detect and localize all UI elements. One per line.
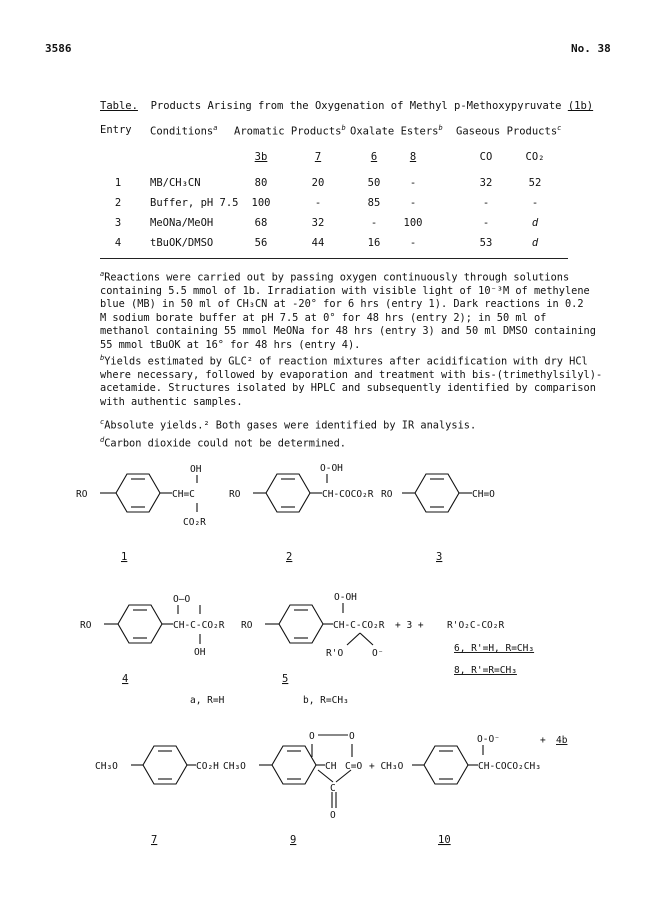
subheader-co2: CO₂ — [525, 151, 545, 163]
compound-number-9: 9 — [290, 834, 297, 846]
benzene-ring-4 — [118, 605, 162, 643]
benzene-ring-9 — [272, 746, 316, 784]
table-title: Products Arising from the Oxygenation of Methyl p-Methoxypyruvate — [150, 100, 562, 112]
benzene-ring-7 — [143, 746, 187, 784]
oxalate-6: 6, R'=H, R=CH₃ — [454, 643, 535, 654]
footnote-b: $^b$Yields estimated by GLC² of reaction mixtures after acidification with dry HCl where necessary, followed by evaporation and treatment with bis-(trimethylsilyl)- acetamide. Structures isolated by HPLC and subsequently identified by comparison with authentic samples. — [100, 354, 603, 408]
subheader-co: CO — [479, 151, 493, 163]
s9-o-right: O — [349, 731, 355, 742]
s5-plus3: + 3 + — [395, 620, 424, 631]
benzene-ring-5 — [279, 605, 323, 643]
s4-chain: CH-C-CO₂R — [173, 620, 225, 631]
s2-chain: CH-COCO₂R — [322, 489, 374, 500]
benzene-ring-2 — [266, 474, 310, 512]
s9-ch3o: CH₃O — [223, 761, 246, 772]
footnote-a: $^a$Reactions were carried out by passing oxygen continuously through solutions containing 5.5 mmol of 1b. Irradiation with visible light of 10⁻³M of methylene blue (MB) in 50 ml of CH₃CN at -20° for 6 hrs (entry 1). Dark reactions in 0.2 M sodium borate buffer at pH 7.5 at 0° for 48 hrs (entry 2); in 50 ml of methanol containing 55 mmol MeONa for 48 hrs (entry 3) and 50 ml DMSO containing 55 mmol tBuOK at 16° for 48 hrs (entry 4). — [100, 270, 596, 351]
compound-number-1: 1 — [121, 551, 128, 563]
s9-o-left: O — [309, 731, 315, 742]
s10-oo: O-O⁻ — [477, 734, 500, 745]
s7-chain: CO₂H — [196, 761, 219, 772]
s1-ro: RO — [76, 489, 88, 500]
s10-tail-ref: 4b — [556, 735, 568, 746]
oxalate-formula: R'O₂C-CO₂R — [447, 620, 505, 631]
header-entry: Entry — [100, 124, 132, 136]
subheader-7: 7 — [314, 151, 322, 163]
s4-ro: RO — [80, 620, 92, 631]
s1-oh: OH — [190, 464, 202, 475]
header-conditions: Conditions$^a$ — [150, 124, 218, 138]
s9-ch: CH — [325, 761, 337, 772]
compound-number-4: 4 — [122, 673, 129, 685]
s4-oo: O—O — [173, 594, 191, 605]
benzene-ring-3 — [415, 474, 459, 512]
compound-number-5: 5 — [282, 673, 289, 685]
s1-co2r: CO₂R — [183, 517, 206, 528]
s1-chain: CH=C — [172, 489, 195, 500]
benzene-ring-1 — [116, 474, 160, 512]
s5-ooh: O-OH — [334, 592, 357, 603]
table-title-compound: (1b) — [567, 100, 594, 112]
variant-b: b, R=CH₃ — [303, 695, 349, 706]
subheader-6: 6 — [370, 151, 378, 163]
header-aromatic: Aromatic Products$^b$ — [234, 124, 346, 138]
compound-number-2: 2 — [286, 551, 293, 563]
s5-ominus: O⁻ — [372, 648, 384, 659]
s9-c: C — [330, 783, 336, 794]
page-number: 3586 — [45, 42, 72, 55]
journal-issue: No. 38 — [571, 42, 611, 55]
s10-chain: CH-COCO₂CH₃ — [478, 761, 541, 772]
benzene-ring-10 — [424, 746, 468, 784]
s3-chain: CH=O — [472, 489, 495, 500]
s3-ro: RO — [381, 489, 393, 500]
s2-ooh: O-OH — [320, 463, 343, 474]
table-label: Table. — [100, 100, 138, 112]
s5-ro: RO — [241, 620, 253, 631]
s4-oh: OH — [194, 647, 206, 658]
footnote-d: $^d$Carbon dioxide could not be determined. — [100, 436, 346, 450]
variant-a: a, R=H — [190, 695, 225, 706]
s9-co: C=O — [345, 761, 363, 772]
oxalate-8: 8, R'=R=CH₃ — [454, 665, 517, 676]
s7-ch3o: CH₃O — [95, 761, 118, 772]
compound-number-7: 7 — [151, 834, 158, 846]
header-oxalate: Oxalate Esters$^b$ — [350, 124, 443, 138]
subheader-3b: 3b — [254, 151, 268, 163]
header-gaseous: Gaseous Products$^c$ — [456, 124, 562, 138]
subheader-8: 8 — [409, 151, 417, 163]
footnote-c: $^c$Absolute yields.² Both gases were identified by IR analysis. — [100, 418, 477, 432]
s2-ro: RO — [229, 489, 241, 500]
s10-plus-ch3o: + CH₃O — [369, 761, 404, 772]
s10-tail-plus: + — [540, 735, 546, 746]
compound-number-3: 3 — [436, 551, 443, 563]
s5-rpo: R'O — [326, 648, 344, 659]
s5-chain: CH-C-CO₂R — [333, 620, 385, 631]
s9-o-bottom: O — [330, 810, 336, 821]
compound-number-10: 10 — [438, 834, 451, 846]
